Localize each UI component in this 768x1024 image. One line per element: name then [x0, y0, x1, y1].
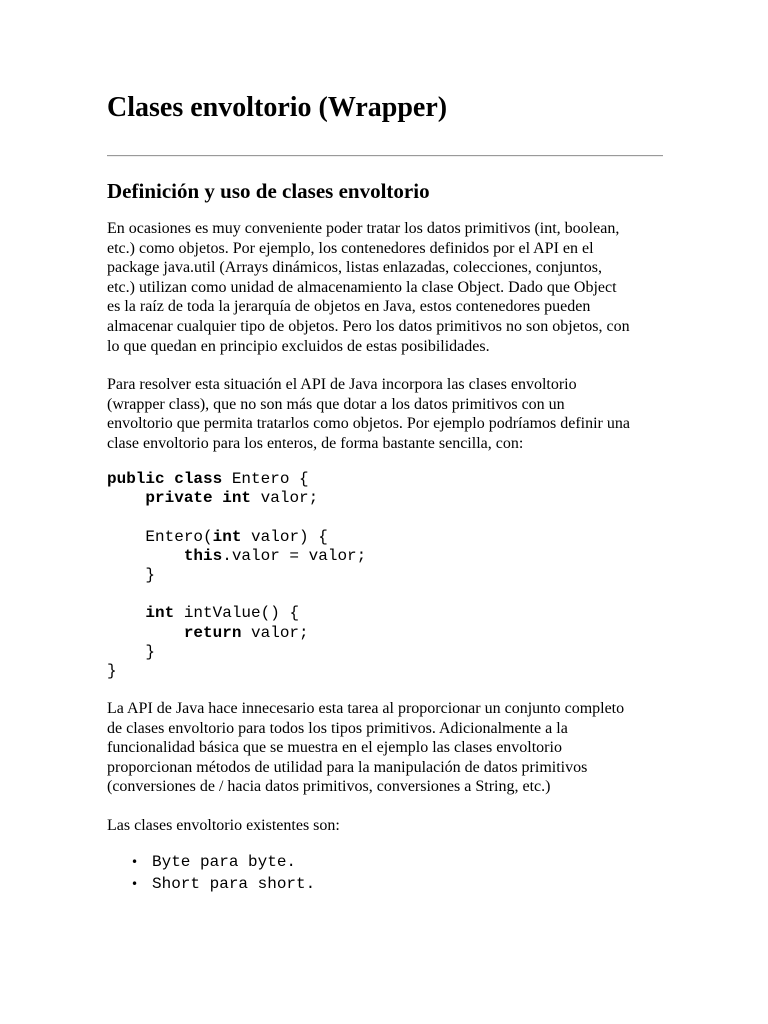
intro-paragraph-line: En ocasiones es muy conveniente poder tratar los datos primitivos (int, boolean, [107, 220, 620, 237]
code-text: valor; [251, 489, 319, 508]
api-paragraph [107, 699, 663, 797]
list-item-label: Short para short. [152, 875, 316, 893]
code-text: intValue() { [174, 604, 300, 623]
list-item [107, 873, 315, 895]
list-intro-paragraph: Las clases envoltorio existentes son: [107, 817, 340, 834]
code-line [107, 662, 366, 681]
code-line [107, 547, 366, 566]
title-divider [107, 155, 663, 157]
section-heading: Definición y uso de clases envoltorio [107, 179, 430, 203]
code-keyword: int [145, 604, 175, 623]
intro-paragraph-line: package java.util (Arrays dinámicos, listas enlazadas, colecciones, conjuntos, [107, 259, 602, 277]
code-keyword: return [183, 623, 242, 642]
solution-paragraph [107, 375, 663, 453]
page-title: Clases envoltorio (Wrapper) [107, 92, 448, 123]
code-line [107, 585, 366, 604]
code-line [107, 470, 366, 489]
code-keyword: this [183, 546, 223, 565]
code-text: Entero( [107, 527, 213, 546]
code-keyword: int [212, 527, 242, 546]
api-paragraph-line: proporcionan métodos de utilidad para la manipulación de datos primitivos [107, 758, 588, 776]
code-text [107, 624, 184, 642]
code-line [107, 604, 366, 623]
intro-paragraph-line: etc.) como objetos. Por ejemplo, los contenedores definidos por el API en el [107, 239, 594, 257]
intro-paragraph-line: lo que quedan en principio excluidos de estas posibilidades. [107, 337, 490, 355]
code-text: valor) { [241, 527, 328, 546]
code-text: } [107, 661, 117, 680]
code-line [107, 528, 366, 547]
api-paragraph-line: (conversiones de / hacia datos primitivos, conversiones a String, etc.) [107, 778, 551, 796]
wrapper-class-list [107, 851, 315, 895]
solution-paragraph-line: envoltorio que permita tratarlos como objetos. Por ejemplo podríamos definir una [107, 415, 630, 433]
code-text [107, 547, 184, 565]
code-text: Entero { [222, 470, 309, 488]
code-line [107, 624, 366, 643]
code-text: } [107, 642, 156, 661]
api-paragraph-line: funcionalidad básica que se muestra en el ejemplo las clases envoltorio [107, 739, 562, 757]
bullet-icon: • [131, 855, 139, 869]
code-line [107, 508, 366, 527]
code-example [107, 470, 366, 681]
solution-paragraph-line: (wrapper class), que no son más que dotar a los datos primitivos con un [107, 395, 565, 413]
code-text [107, 604, 145, 622]
code-line [107, 643, 366, 662]
api-paragraph-line: La API de Java hace innecesario esta tarea al proporcionar un conjunto completo [107, 700, 625, 717]
code-line [107, 489, 366, 508]
bullet-icon: • [131, 877, 139, 891]
intro-paragraph [107, 219, 663, 356]
code-text: .valor = valor; [222, 546, 367, 565]
list-item-label: Byte para byte. [152, 853, 297, 871]
list-item [107, 851, 315, 873]
code-text: } [107, 565, 156, 584]
code-line [107, 566, 366, 585]
api-paragraph-line: de clases envoltorio para todos los tipos primitivos. Adicionalmente a la [107, 719, 568, 737]
intro-paragraph-line: etc.) utilizan como unidad de almacenamiento la clase Object. Dado que Object [107, 278, 617, 296]
intro-paragraph-line: es la raíz de toda la jerarquía de objetos en Java, estos contenedores pueden [107, 298, 591, 316]
solution-paragraph-line: Para resolver esta situación el API de Java incorpora las clases envoltorio [107, 376, 577, 393]
code-text [107, 489, 145, 507]
solution-paragraph-line: clase envoltorio para los enteros, de forma bastante sencilla, con: [107, 434, 524, 452]
code-keyword: public class [107, 470, 223, 488]
code-text: valor; [241, 623, 309, 642]
intro-paragraph-line: almacenar cualquier tipo de objetos. Pero los datos primitivos no son objetos, con [107, 317, 630, 335]
code-keyword: private int [145, 489, 252, 508]
